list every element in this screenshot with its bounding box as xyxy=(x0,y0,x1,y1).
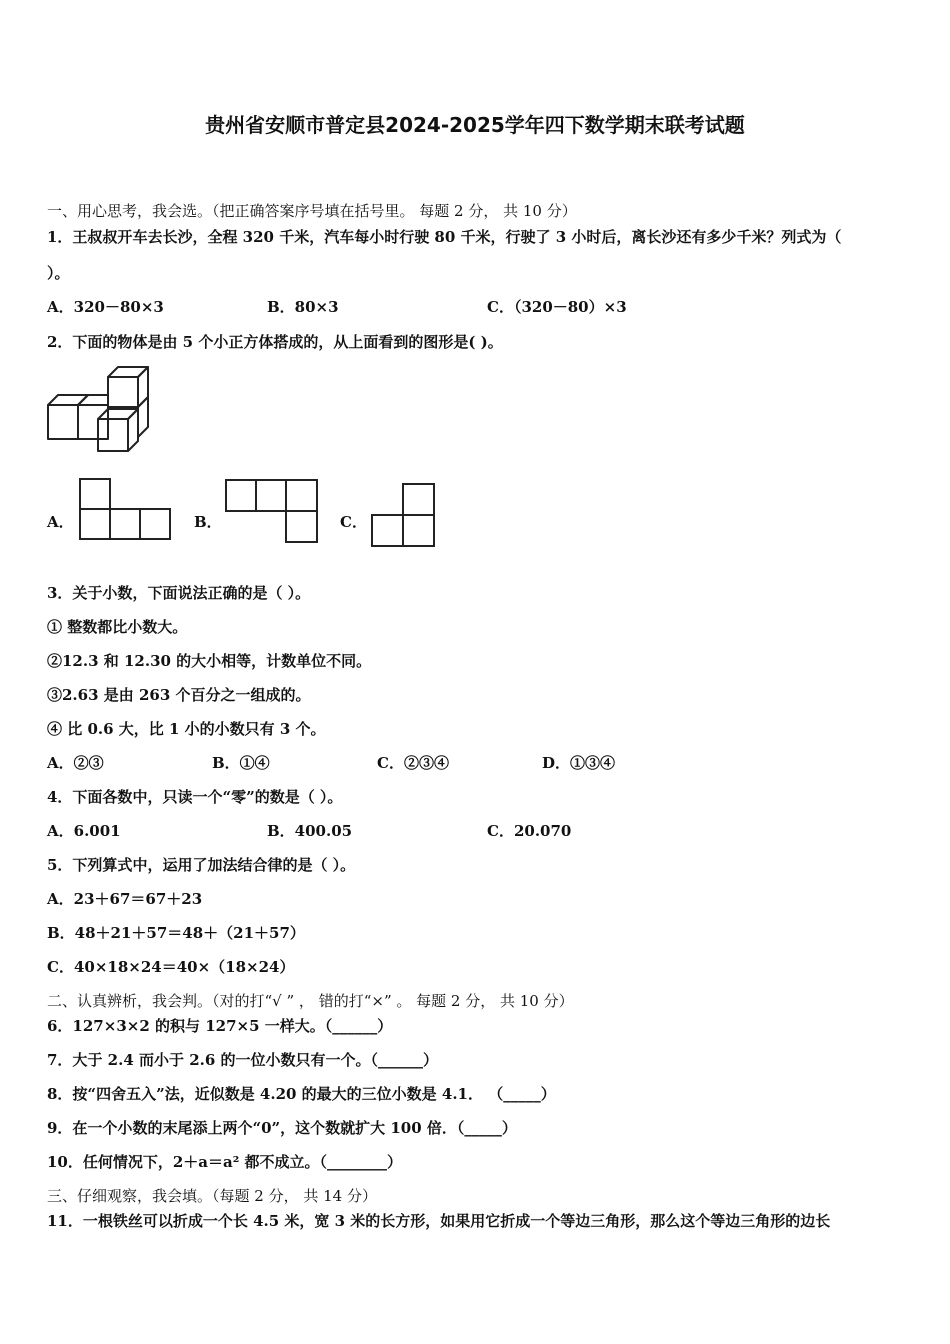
q5-stem: 5．下列算式中，运用了加法结合律的是（ ）。 xyxy=(47,856,356,874)
q3-option-c: C．②③④ xyxy=(377,754,449,772)
section1-header: 一、用心思考，我会选。（把正确答案序号填在括号里。 每题 2 分， 共 10 分） xyxy=(47,202,577,220)
q1-option-b: B．80×3 xyxy=(267,298,339,316)
q5-option-b: B．48＋21＋57＝48＋（21＋57） xyxy=(47,924,305,942)
q7-item: 7．大于 2.4 而小于 2.6 的一位小数只有一个。（______） xyxy=(47,1051,439,1069)
q1-option-c: C．（320－80）×3 xyxy=(487,298,627,316)
q1-option-a: A．320－80×3 xyxy=(47,298,164,316)
q4-option-c: C．20.070 xyxy=(487,822,572,840)
q2-option-b-figure xyxy=(224,478,320,544)
q3-option-b: B．①④ xyxy=(212,754,270,772)
q6-item: 6．127×3×2 的积与 127×5 一样大。（______） xyxy=(47,1017,393,1035)
q1-stem-line1: 1．王叔叔开车去长沙，全程 320 千米，汽车每小时行驶 80 千米，行驶了 3 小时后，离长沙还有多少千米？列式为（ xyxy=(47,228,842,246)
q4-stem: 4．下面各数中，只读一个“零”的数是（ ）。 xyxy=(47,788,343,806)
q2-option-a-label: A． xyxy=(47,513,74,531)
q3-stem: 3．关于小数，下面说法正确的是（ ）。 xyxy=(47,584,311,602)
page-title: 贵州省安顺市普定县2024-2025学年四下数学期末联考试题 xyxy=(205,113,745,137)
q1-stem-line2: ）。 xyxy=(47,264,70,282)
q2-option-b-label: B． xyxy=(194,513,222,531)
q11-stem: 11．一根铁丝可以折成一个长 4.5 米，宽 3 米的长方形，如果用它折成一个等边三角形，那么这个等边三角形的边长 xyxy=(47,1212,831,1230)
q10-item: 10．任何情况下，2＋a＝a² 都不成立。（________） xyxy=(47,1153,403,1171)
q5-option-c: C．40×18×24＝40×（18×24） xyxy=(47,958,295,976)
q3-option-a: A．②③ xyxy=(47,754,104,772)
q3-statement-4: ④ 比 0.6 大，比 1 小的小数只有 3 个。 xyxy=(47,720,326,738)
q2-option-c-label: C． xyxy=(340,513,367,531)
cube-solid-figure xyxy=(44,364,156,456)
section2-header: 二、认真辨析，我会判。（对的打“√ ” ， 错的打“×” 。 每题 2 分， 共 10 分） xyxy=(47,992,574,1010)
q3-statement-3: ③2.63 是由 263 个百分之一组成的。 xyxy=(47,686,311,704)
q3-statement-2: ②12.3 和 12.30 的大小相等，计数单位不同。 xyxy=(47,652,372,670)
q4-option-b: B．400.05 xyxy=(267,822,353,840)
q2-option-a-figure xyxy=(78,477,172,542)
q5-option-a: A．23＋67＝67＋23 xyxy=(47,890,203,908)
q8-item: 8．按“四舍五入”法，近似数是 4.20 的最大的三位小数是 4.1． （_____） xyxy=(47,1085,556,1103)
q2-option-c-figure xyxy=(370,482,436,548)
q2-stem: 2．下面的物体是由 5 个小正方体搭成的，从上面看到的图形是( )。 xyxy=(47,333,503,351)
q3-statement-1: ① 整数都比小数大。 xyxy=(47,618,188,636)
q3-option-d: D．①③④ xyxy=(542,754,616,772)
q9-item: 9．在一个小数的末尾添上两个“0”，这个数就扩大 100 倍．（_____） xyxy=(47,1119,517,1137)
section3-header: 三、仔细观察，我会填。（每题 2 分， 共 14 分） xyxy=(47,1187,377,1205)
q4-option-a: A．6.001 xyxy=(47,822,121,840)
